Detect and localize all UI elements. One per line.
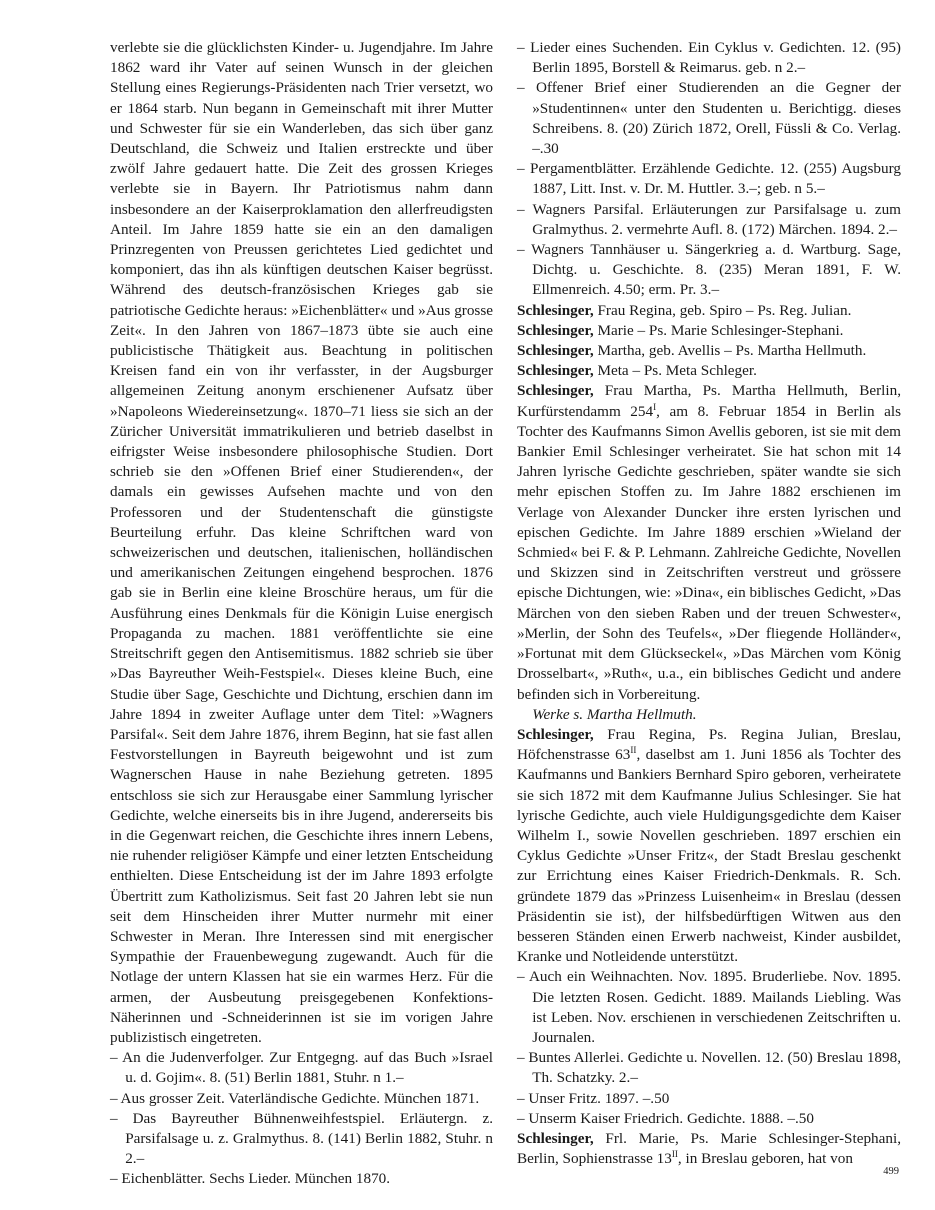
left-column (110, 38, 493, 1190)
work-entry: – Das Bayreuther Bühnenweihfestspiel. Erläutergn. z. Parsifalsage u. z. Gralmythus. 8. (141) Berlin 1882, Stuhr. n 2.– (110, 1109, 493, 1168)
entry-headword: Schlesinger, (517, 301, 594, 319)
entry-text: Martha, geb. Avellis – Ps. Martha Hellmuth. (593, 342, 867, 360)
entry-headword: Schlesinger, (517, 321, 594, 339)
entry-headword: Schlesinger, (517, 1129, 594, 1147)
work-entry: – Pergamentblätter. Erzählende Gedichte. 12. (255) Augsburg 1887, Litt. Inst. v. Dr. M. Huttler. 3.–; geb. n 5.– (517, 160, 901, 198)
work-entry: – Aus grosser Zeit. Vaterländische Gedichte. München 1871. (110, 1089, 480, 1107)
work-entry: – Auch ein Weihnachten. Nov. 1895. Bruderliebe. Nov. 1895. Die letzten Rosen. Gedicht. 1889. Mailands Liebling. Was ist Leben. Nov. erschienen in verschiedenen Zeitschriften u. Journalen. (517, 968, 901, 1046)
floor-superscript: I (653, 401, 657, 412)
biography-text: verlebte sie die glücklichsten Kinder- u. Jugendjahre. Im Jahre 1862 ward ihr Vater auf seinen Wunsch in der gleichen Stellung eines Regierungs-Präsidenten nach Trier versetzt, wo er 1864 starb. Nun begann in Gemeinschaft mit ihrer Mutter und Schwester für sie ein Wanderleben, das sich über ganz Deutschland, die Schweiz und Italien erstreckte und über zwölf Jahre gedauert hatte. Die Zeit des grossen Krieges verlebte sie in Bayern. Ihr Patriotismus nahm dann insbesondere an der Kaiserproklamation den allerfreudigsten Anteil. Im Jahre 1859 hatte sie ein an den damaligen Prinzregenten von Preussen gerichtetes Lied gedichtet und komponiert, das ihn als künftigen deutschen Kaiser begrüsst. Während des deutsch-französischen Krieges gab sie patriotische Gedichte heraus: »Eichenblätter« und »Aus grosse Zeit«. In den Jahren von 1867–1873 übte sie auch eine publicistische Thätigkeit aus. Beachtung in politischen Kreisen fand ein von ihr verfasster, in der Augsburger allgemeinen Zeitung anonym erschienener Aufsatz über »Napoleons Wiedereinsetzung«. 1870–71 liess sie sich an der Züricher Universität immatrikulieren und betrieb daselbst in eifrigster Weise insbesondere philosophische Studien. Dort schrieb sie den »Offenen Brief einer Studierenden«, der damals ein gewisses Aufsehen machte und von den Professoren und der Studentenschaft die günstigste Beurteilung erfuhr. Das kleine Schriftchen ward von schweizerischen und deutschen, italienischen, holländischen und amerikanischen Zeitungen eingehend besprochen. 1876 gab sie in Berlin eine kleine Broschüre heraus, um für die Ausführung eines Denkmals für die Königin Luise energisch Propaganda zu machen. 1881 veröffentlichte sie eine Streitschrift gegen den Antisemitismus. 1882 schrieb sie über »Das Bayreuther Weih-Festspiel«. Dieses kleine Buch, eine Studie über Sage, Geschichte und Dichtung, erschien dann im Jahre 1894 in zweiter Auflage unter dem Titel: »Wagners Parsifal«. Seit dem Jahre 1876, ihrem Beginn, hat sie fast allen Festvorstellungen in Bayreuth beigewohnt und ist zum Wagnerschen Hause in nahe Beziehung getreten. 1895 entschloss sie sich zur Herausgabe einer Sammlung lyrischer Gedichte, welche einerseits bis in ihre Jugend, andererseits bis in die Gegenwart reichen, die Geschichte ihres innern Lebens, nie ruhender religiöser Kämpfe und einer letzten Entscheidung enthielten. Diese Entscheidung ist der im Jahre 1893 erfolgte Übertritt zum Katholizismus. Seit fast 20 Jahren lebt sie nun seit dem Hinscheiden ihrer Mutter nurmehr mit einer Schwester in Meran. Ihre Interessen sind mit energischer Sympathie der Frauenbewegung zugewandt. Auch für die Notlage der untern Klassen hat sie ein warmes Herz. Für die armen, der Ausbeutung preisgegebenen Konfektions-Näherinnen und -Schneiderinnen ist sie im vorigen Jahre publizistisch eingetreten. (110, 39, 493, 1046)
cross-reference-entry (517, 321, 901, 341)
marie-entry (517, 1129, 901, 1169)
work-entry: – Eichenblätter. Sechs Lieder. München 1870. (110, 1170, 391, 1188)
entry-text: Frau Martha, Ps. Martha Hellmuth, Berlin, Kurfürstendamm 254 (517, 382, 901, 420)
entry-text: Marie – Ps. Marie Schlesinger-Stephani. (593, 321, 844, 339)
entry-text: Frau Regina, geb. Spiro – Ps. Reg. Julian. (593, 301, 852, 319)
entry-headword: Schlesinger, (517, 342, 594, 360)
entry-text: , in Breslau geboren, hat von (677, 1150, 853, 1168)
work-entry: – An die Judenverfolger. Zur Entgegng. auf das Buch »Israel u. d. Gojim«. 8. (51) Berlin 1881, Stuhr. n 1.– (110, 1049, 493, 1087)
work-entry: – Buntes Allerlei. Gedichte u. Novellen. 12. (50) Breslau 1898, Th. Schatzky. 2.– (517, 1049, 901, 1087)
floor-superscript: II (630, 745, 637, 756)
entry-text: Frl. Marie, Ps. Marie Schlesinger-Stephani, Berlin, Sophienstrasse 13 (517, 1129, 901, 1168)
entry-headword: Schlesinger, (517, 725, 594, 743)
cross-reference-entry (517, 341, 901, 361)
regina-entry (517, 725, 901, 967)
martha-entry (517, 381, 901, 704)
entry-headword: Schlesinger, (517, 362, 594, 380)
work-entry: – Wagners Parsifal. Erläuterungen zur Parsifalsage u. zum Gralmythus. 2. vermehrte Aufl. 8. (172) Märchen. 1894. 2.– (517, 200, 901, 238)
work-entry: – Unserm Kaiser Friedrich. Gedichte. 1888. –.50 (517, 1109, 814, 1127)
work-entry: – Lieder eines Suchenden. Ein Cyklus v. Gedichten. 12. (95) Berlin 1895, Borstell & Reimarus. geb. n 2.– (517, 39, 901, 77)
page-number: 499 (883, 1166, 899, 1177)
right-column (517, 38, 901, 1169)
work-entry: – Offener Brief einer Studierenden an die Gegner der »Studentinnen« unter den Studenten u. Berichtigg. dieses Schreibens. 8. (20) Zürich 1872, Orell, Füssli & Co. Verlag. –.30 (517, 79, 901, 158)
entry-text: , daselbst am 1. Juni 1856 als Tochter des Kaufmanns und Bankiers Bernhard Spiro geboren, verheiratete sie sich 1872 mit dem Kaufmanne Julius Schlesinger. Sie hat lyrische Gedichte, auch viele Huldigungsgedichte dem Kaiser Wilhelm I., sowie Novellen geschrieben. 1897 erschien ein Cyklus Gedichte »Unser Fritz«, der Stadt Breslau geschenkt zur Errichtung eines Kaiser Friedrich-Denkmals. R. Sch. gründete 1879 das »Prinzess Luisenheim« in Breslau (dessen Präsidentin sie ist), der hilfsbedürftigen Witwen aus den besseren Ständen einen Erwerb nachweist, Kinder ausbildet, Kranke und Notleidende unterstützt. (517, 746, 902, 966)
work-entry: – Unser Fritz. 1897. –.50 (517, 1089, 670, 1107)
entry-text: , am 8. Februar 1854 in Berlin als Tochter des Kaufmanns Simon Avellis geboren, ist sie mit dem Bankier Emil Schlesinger verheiratet. Sie hat schon mit 14 Jahren lyrische Gedichte geschrieben, später wandte sie sich mehr epischen Stoffen zu. Im Jahre 1882 erschienen im Verlage von Alexander Duncker ihre ersten lyrischen und epischen Gedichte. Im Jahre 1889 erschien »Wieland der Schmied« bei F. & P. Lehmann. Zahlreiche Gedichte, Novellen und Skizzen sind in Zeitschriften verstreut und grössere epische Dichtungen, wie: »Dina«, ein biblisches Gedicht, »Das Märchen von den sieben Raben und der treuen Schwester«, »Merlin, der Sohn des Teufels«, »Der fliegende Holländer«, »Fortunat mit dem Glückseckel«, »Das Märchen vom König Drosselbart«, »Ruth«, u.a., ein biblisches Gedicht und andere befinden sich in Vorbereitung. (517, 402, 901, 703)
work-entry: – Wagners Tannhäuser u. Sängerkrieg a. d. Wartburg. Sage, Dichtg. u. Geschichte. 8. (235) Meran 1891, F. W. Ellmenreich. 4.50; erm. Pr. 3.– (517, 241, 901, 299)
werke-reference: Werke s. Martha Hellmuth. (532, 705, 697, 723)
floor-superscript: II (671, 1149, 678, 1160)
entry-text: Meta – Ps. Meta Schleger. (593, 362, 757, 380)
cross-reference-entry (517, 301, 901, 321)
cross-reference-entry (517, 361, 901, 381)
entry-headword: Schlesinger, (517, 382, 594, 400)
entry-text: Frau Regina, Ps. Regina Julian, Breslau, Höfchenstrasse 63 (517, 725, 901, 764)
